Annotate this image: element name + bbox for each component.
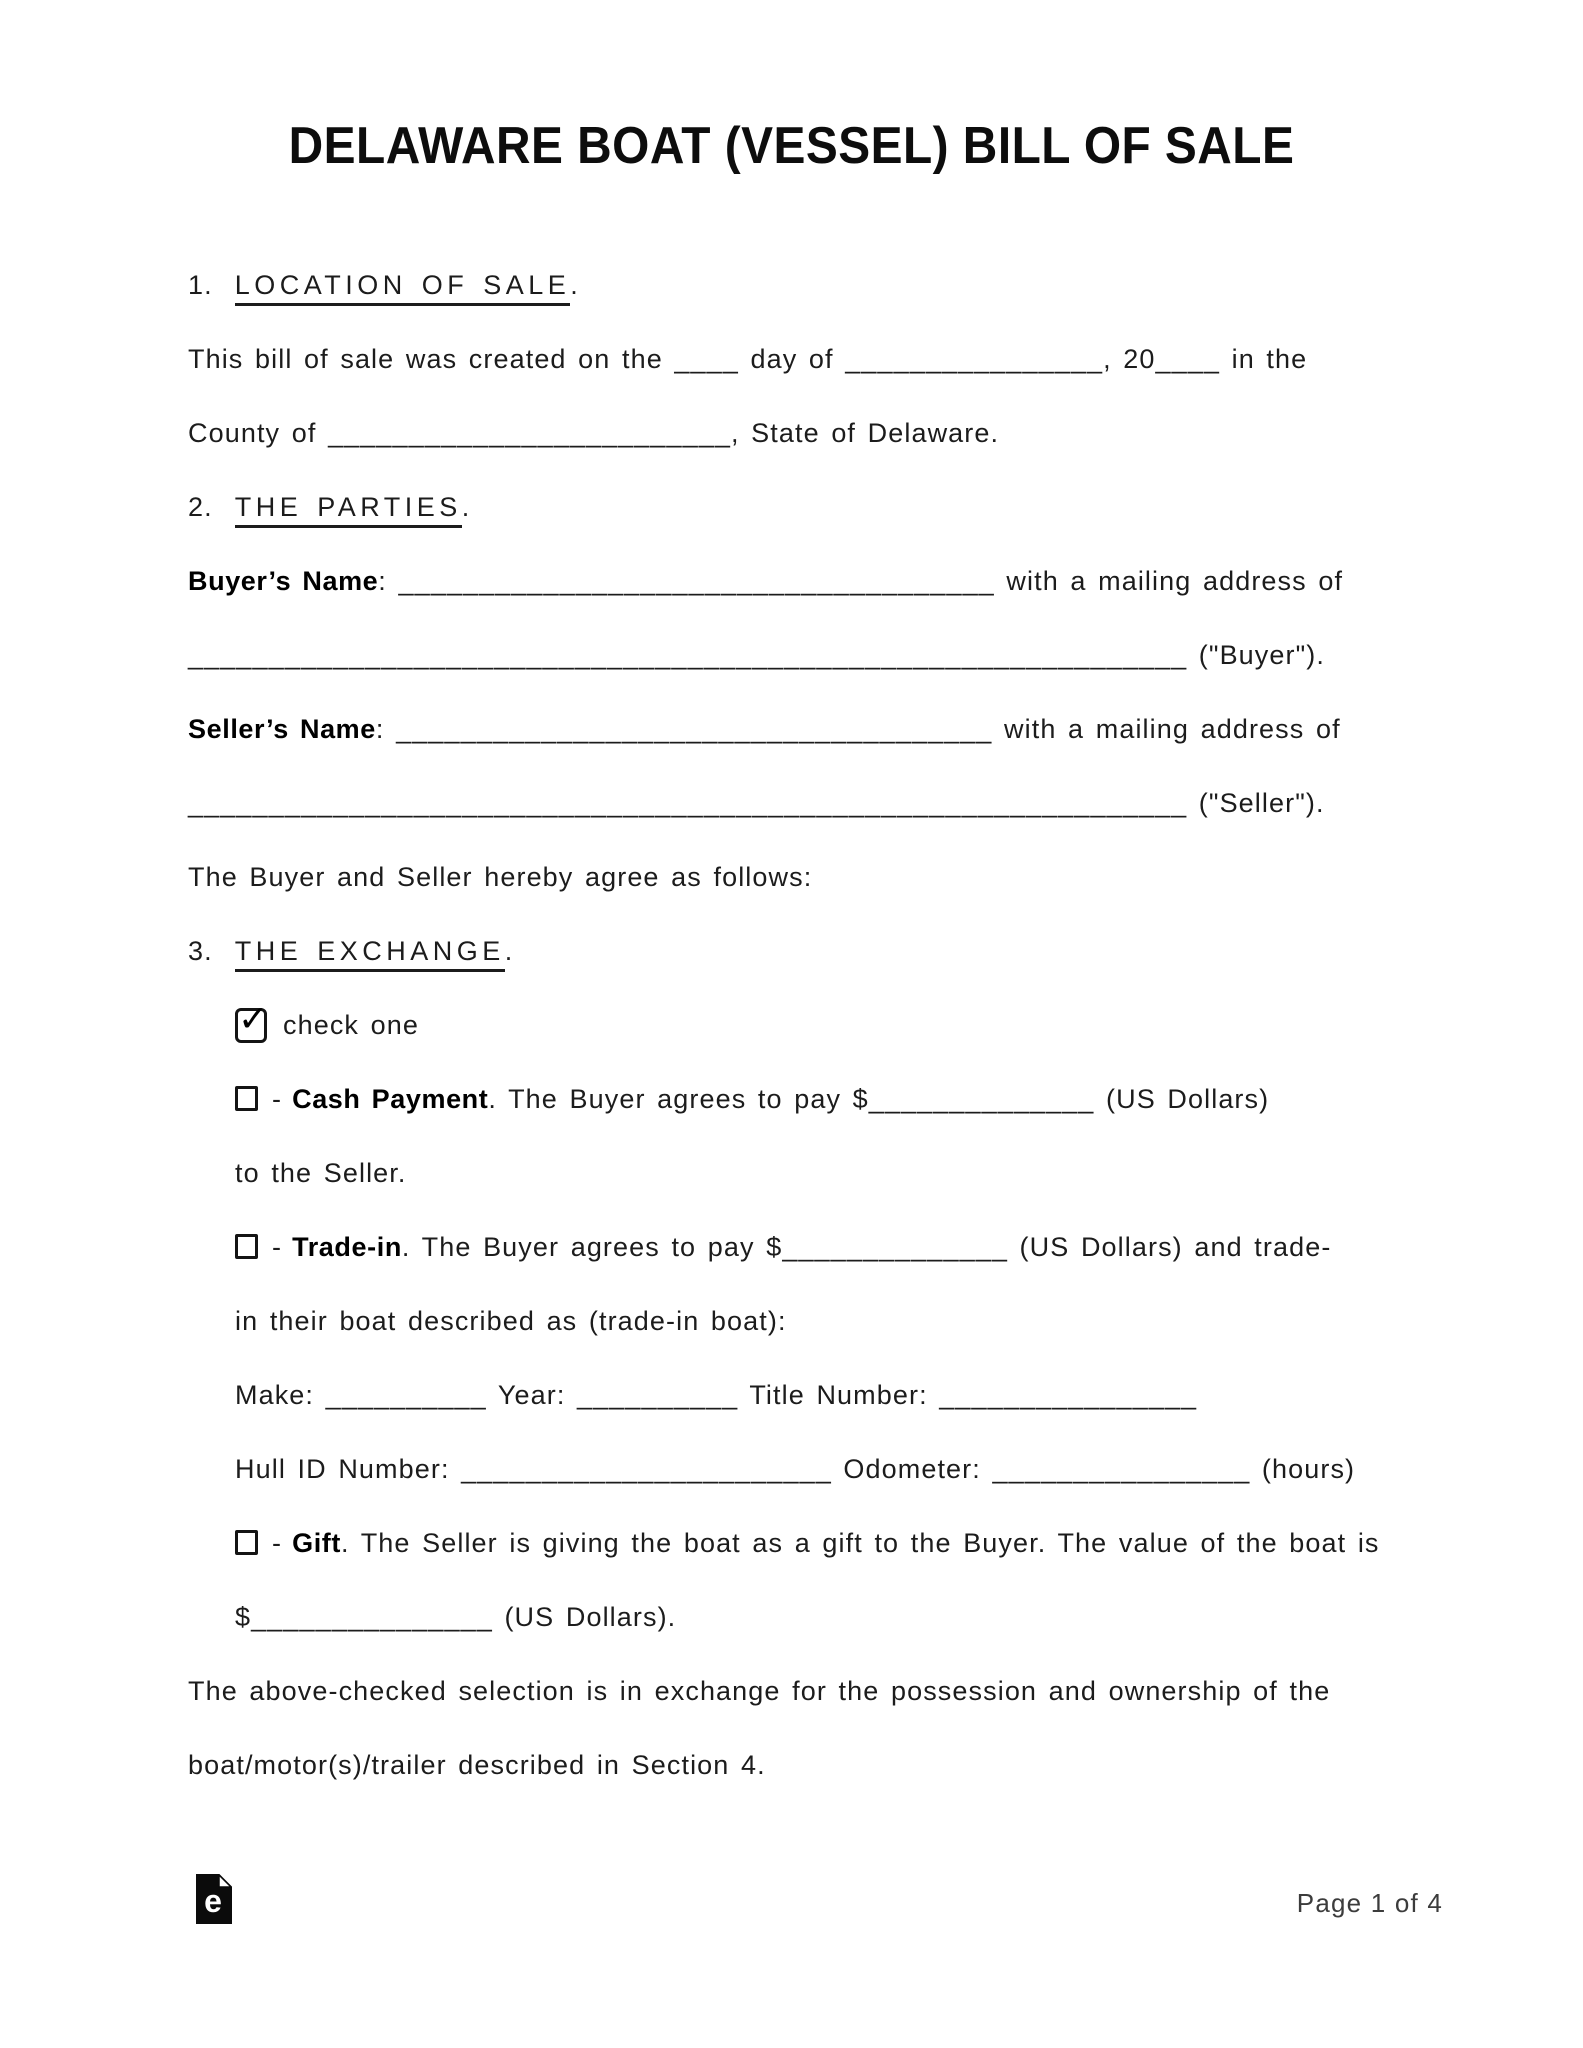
gift-dash: - (272, 1528, 283, 1558)
trade-in-hull-odometer: Hull ID Number: _______________________ Odometer: ________________ (hours) (235, 1454, 1356, 1484)
trade-in-make-year-title: Make: __________ Year: __________ Title Number: ________________ (235, 1380, 1198, 1410)
section-3-period: . (504, 936, 514, 966)
gift-label: Gift (292, 1528, 341, 1558)
section-1-heading (188, 268, 1458, 342)
cash-dash: - (272, 1084, 283, 1114)
cash-payment-label: Cash Payment (292, 1084, 489, 1114)
check-one-label: check one (283, 1010, 419, 1040)
cash-payment-option (188, 1082, 1458, 1156)
trade-in-text: . The Buyer agrees to pay $______________ (US Dollars) and trade- (401, 1232, 1332, 1262)
trade-in-option (188, 1230, 1458, 1304)
agreement-line: The Buyer and Seller hereby agree as follows: (188, 862, 813, 892)
logo-letter: e (204, 1883, 222, 1919)
trade-in-label: Trade-in (292, 1232, 402, 1262)
section-3-number: 3. (188, 936, 213, 966)
check-one-checkbox[interactable] (235, 999, 269, 1043)
page-number: Page 1 of 4 (1296, 1888, 1443, 1918)
buyer-name-blank: : _____________________________________ with a mailing address of (378, 566, 1344, 596)
document-title: DELAWARE BOAT (VESSEL) BILL OF SALE (288, 117, 1295, 175)
seller-name-blank: : _____________________________________ with a mailing address of (375, 714, 1341, 744)
buyer-address-line: ______________________________________________________________ ("Buyer"). (188, 640, 1325, 670)
gift-line-2: $_______________ (US Dollars). (235, 1602, 677, 1632)
section-2-number: 2. (188, 492, 213, 522)
cash-payment-text: . The Buyer agrees to pay $______________ (US Dollars) (488, 1084, 1270, 1114)
buyer-name-line (188, 564, 1458, 638)
seller-address-line: ______________________________________________________________ ("Seller"). (188, 788, 1325, 818)
trade-in-checkbox[interactable] (235, 1234, 258, 1259)
eforms-logo-graphic (196, 1874, 232, 1924)
gift-checkbox[interactable] (235, 1530, 258, 1555)
section-1-period: . (570, 270, 579, 300)
eforms-logo (196, 1874, 232, 1924)
gift-option (188, 1526, 1458, 1600)
location-line-1: This bill of sale was created on the ____ day of ________________, 20____ in the (188, 344, 1308, 374)
section-1-number: 1. (188, 270, 213, 300)
closing-line-2: boat/motor(s)/trailer described in Section 4. (188, 1750, 766, 1780)
location-line-2: County of _________________________, State of Delaware. (188, 418, 1000, 448)
buyer-name-label: Buyer’s Name (188, 566, 379, 596)
trade-in-line-2: in their boat described as (trade-in boat): (235, 1306, 787, 1336)
gift-text: . The Seller is giving the boat as a gift to the Buyer. The value of the boat is (340, 1528, 1380, 1558)
closing-line-1: The above-checked selection is in exchange for the possession and ownership of the (188, 1676, 1331, 1706)
section-2-period: . (461, 492, 471, 522)
checkmark-icon: ✓ (238, 999, 269, 1040)
document-body (188, 268, 1458, 1822)
section-1-title: LOCATION OF SALE (235, 270, 571, 306)
check-one-row (188, 999, 1458, 1082)
section-3-heading (188, 934, 1458, 1008)
section-2-title: THE PARTIES (235, 492, 462, 528)
section-2-heading (188, 490, 1458, 564)
trade-in-dash: - (272, 1232, 283, 1262)
cash-payment-line-2: to the Seller. (235, 1158, 407, 1188)
section-3-title: THE EXCHANGE (235, 936, 505, 972)
seller-name-label: Seller’s Name (188, 714, 376, 744)
seller-name-line (188, 712, 1458, 786)
cash-payment-checkbox[interactable] (235, 1086, 258, 1111)
